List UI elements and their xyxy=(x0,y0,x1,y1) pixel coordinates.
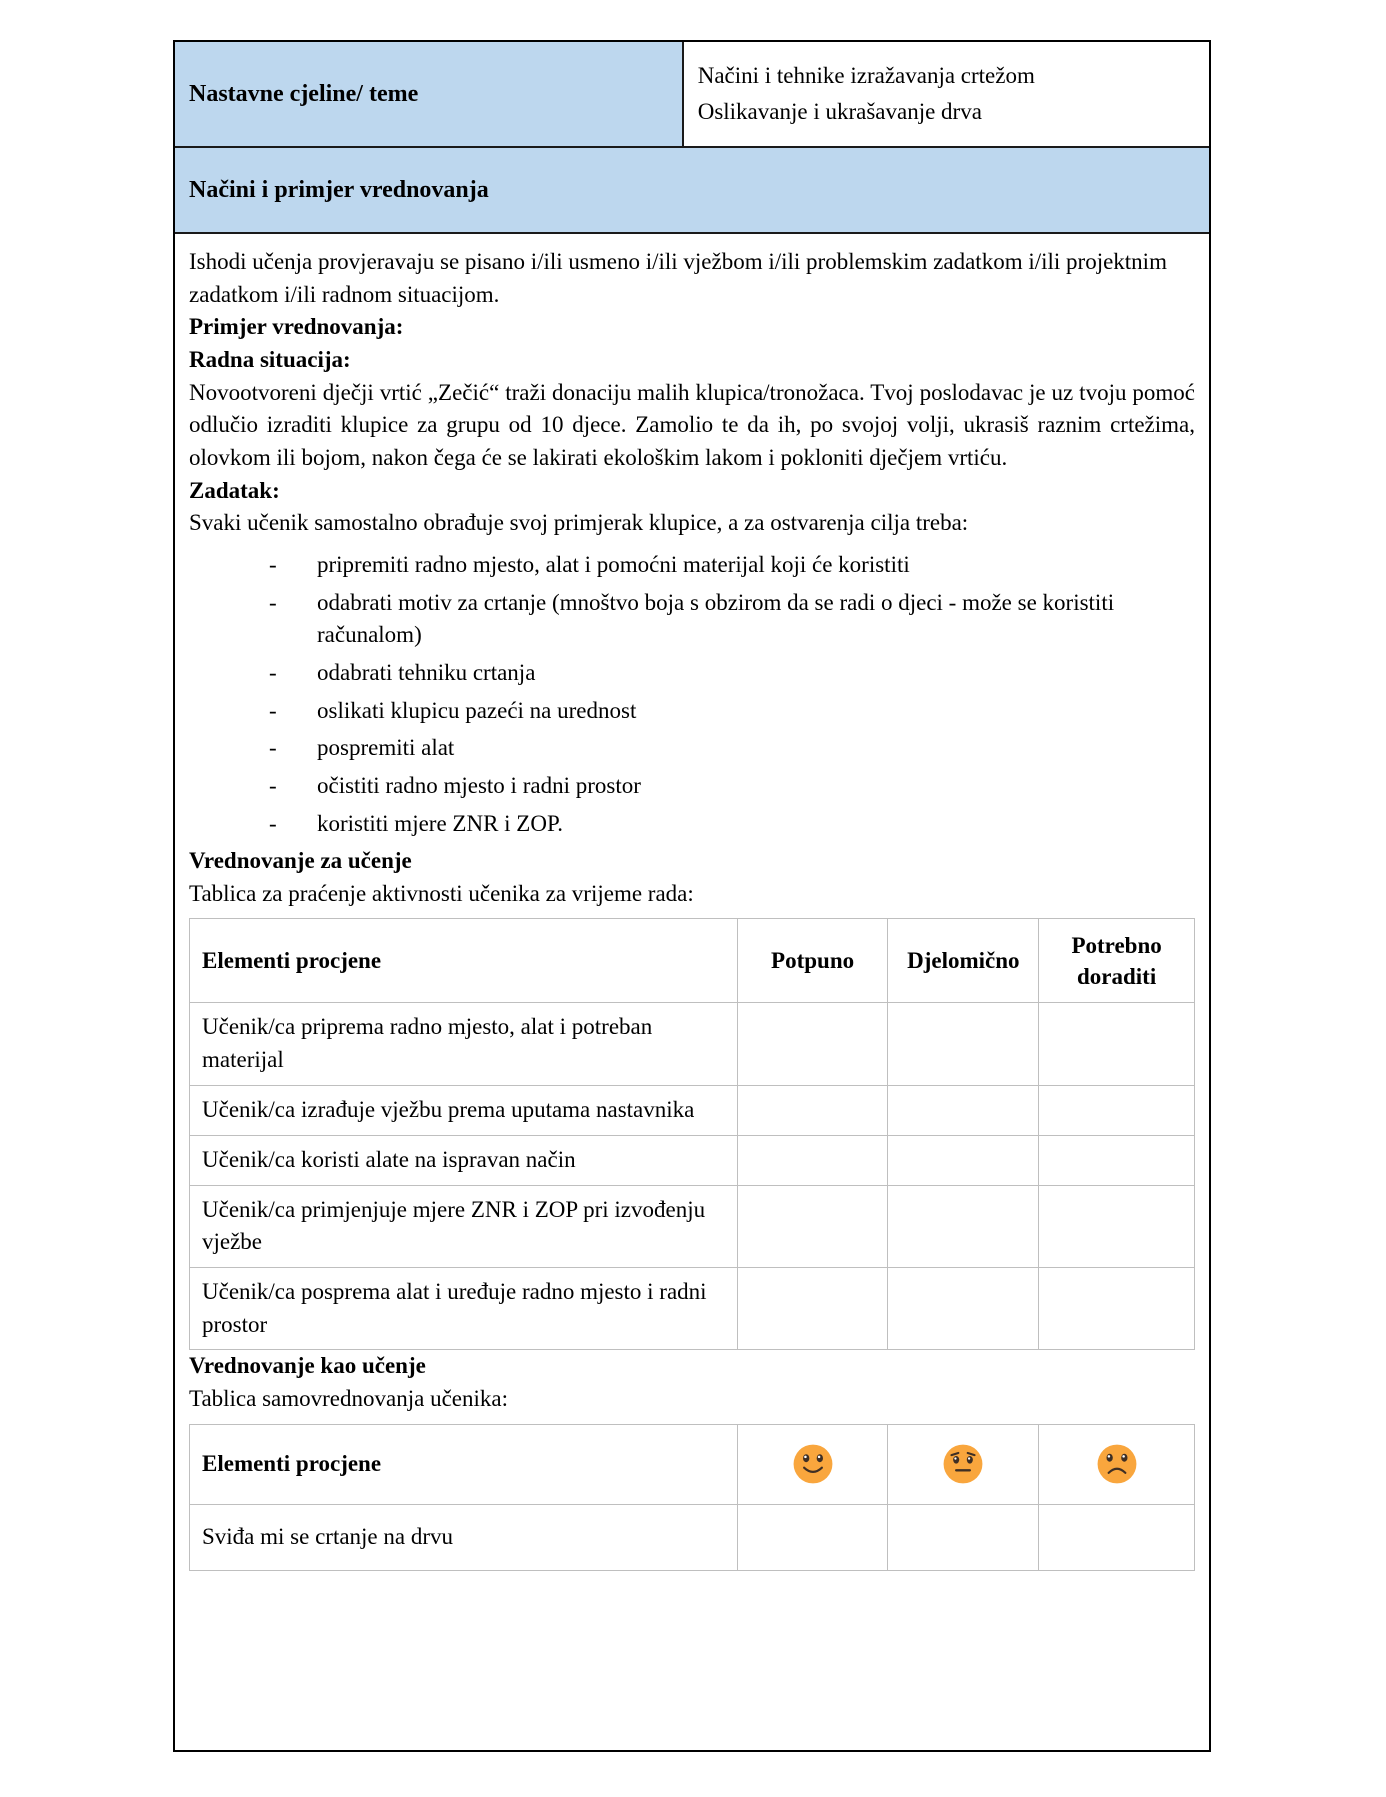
criterion-cell: Učenik/ca izrađuje vježbu prema uputama nastavnika xyxy=(190,1085,738,1135)
column-header: Elementi procjene xyxy=(190,919,738,1003)
empty-cell xyxy=(737,1135,888,1185)
emoji-cell xyxy=(888,1424,1039,1504)
header-topics-cell xyxy=(684,42,1209,146)
emoji-cell xyxy=(1039,1424,1195,1504)
list-item xyxy=(189,587,1195,652)
bullet-marker: - xyxy=(269,772,277,798)
bullet-marker: - xyxy=(269,551,277,577)
list-item xyxy=(189,732,1195,765)
criterion-cell: Učenik/ca posprema alat i uređuje radno mjesto i radni prostor xyxy=(190,1268,738,1350)
column-header: Potpuno xyxy=(737,919,888,1003)
table-header-row xyxy=(190,1424,1195,1504)
empty-cell xyxy=(888,1185,1039,1267)
empty-cell xyxy=(1039,1504,1195,1570)
empty-cell xyxy=(1039,1003,1195,1085)
radna-situacija-heading: Radna situacija: xyxy=(189,346,351,372)
list-item xyxy=(189,657,1195,690)
list-item xyxy=(189,808,1195,841)
bullet-marker: - xyxy=(269,810,277,836)
list-item-text: odabrati motiv za crtanje (mnoštvo boja s obzirom da se radi o djeci - može se koristiti računalom) xyxy=(317,589,1115,648)
section-banner xyxy=(175,148,1209,234)
table-row xyxy=(190,1268,1195,1350)
bullet-marker: - xyxy=(269,589,277,615)
emoji-cell xyxy=(737,1424,888,1504)
empty-cell xyxy=(737,1185,888,1267)
table-row xyxy=(190,1504,1195,1570)
empty-cell xyxy=(737,1504,888,1570)
list-item-text: koristiti mjere ZNR i ZOP. xyxy=(317,810,563,836)
sad-face-icon xyxy=(1096,1443,1138,1485)
list-item xyxy=(189,695,1195,728)
topic-line: Oslikavanje i ukrašavanje drva xyxy=(697,99,982,124)
zadatak-list xyxy=(189,549,1195,840)
empty-cell xyxy=(1039,1085,1195,1135)
happy-face-icon xyxy=(792,1443,834,1485)
table-row xyxy=(190,1135,1195,1185)
vrednovanje-kao-ucenje-subtitle: Tablica samovrednovanja učenika: xyxy=(189,1386,508,1412)
bullet-marker: - xyxy=(269,735,277,761)
table-row xyxy=(190,1185,1195,1267)
intro-paragraph: Ishodi učenja provjeravaju se pisano i/ili usmeno i/ili vježbom i/ili problemskim zadatkom i/ili projektnim zadatkom i/ili radnom situacijom. xyxy=(189,249,1167,307)
empty-cell xyxy=(888,1085,1039,1135)
criterion-cell: Učenik/ca priprema radno mjesto, alat i potreban materijal xyxy=(190,1003,738,1085)
empty-cell xyxy=(737,1268,888,1350)
bullet-marker: - xyxy=(269,697,277,723)
empty-cell xyxy=(1039,1185,1195,1267)
document-body xyxy=(175,234,1209,1585)
zadatak-intro: Svaki učenik samostalno obrađuje svoj primjerak klupice, a za ostvarenja cilja treba: xyxy=(189,510,969,536)
header-label: Nastavne cjeline/ teme xyxy=(189,80,419,107)
neutral-face-icon xyxy=(942,1443,984,1485)
empty-cell xyxy=(888,1504,1039,1570)
empty-cell xyxy=(888,1135,1039,1185)
topic-line: Načini i tehnike izražavanja crtežom xyxy=(697,63,1035,88)
list-item-text: odabrati tehniku crtanja xyxy=(317,659,536,685)
criterion-cell: Učenik/ca primjenjuje mjere ZNR i ZOP pri izvođenju vježbe xyxy=(190,1185,738,1267)
radna-situacija-text: Novootvoreni dječji vrtić „Zečić“ traži donaciju malih klupica/tronožaca. Tvoj poslodavac je uz tvoju pomoć odlučio izraditi klupice za grupu od 10 djece. Zamolio te da ih, po svojoj volji, ukrasiš raznim crtežima, olovkom ili bojom, nakon čega će se lakirati ekološkim lakom i pokloniti dječjem vrtiću. xyxy=(189,379,1195,470)
list-item-text: pospremiti alat xyxy=(317,735,455,761)
list-item-text: pripremiti radno mjesto, alat i pomoćni materijal koji će koristiti xyxy=(317,551,910,577)
vrednovanje-za-ucenje-subtitle: Tablica za praćenje aktivnosti učenika za vrijeme rada: xyxy=(189,880,694,906)
table-row xyxy=(190,1085,1195,1135)
column-header: Djelomično xyxy=(888,919,1039,1003)
empty-cell xyxy=(1039,1135,1195,1185)
empty-cell xyxy=(737,1003,888,1085)
table-row xyxy=(190,1003,1195,1085)
table-header-row xyxy=(190,919,1195,1003)
list-item xyxy=(189,549,1195,582)
header-table xyxy=(175,42,1209,148)
empty-cell xyxy=(737,1085,888,1135)
vrednovanje-za-ucenje-heading: Vrednovanje za učenje xyxy=(189,848,412,874)
self-assessment-table xyxy=(189,1424,1195,1571)
assessment-table xyxy=(189,918,1195,1350)
primjer-heading: Primjer vrednovanja: xyxy=(189,314,404,340)
column-header: Elementi procjene xyxy=(190,1424,738,1504)
list-item-text: oslikati klupicu pazeći na urednost xyxy=(317,697,637,723)
empty-cell xyxy=(1039,1268,1195,1350)
banner-title: Načini i primjer vrednovanja xyxy=(189,176,489,203)
document-frame xyxy=(173,40,1211,1752)
zadatak-heading: Zadatak: xyxy=(189,477,280,503)
column-header: Potrebno doraditi xyxy=(1039,919,1195,1003)
list-item-text: očistiti radno mjesto i radni prostor xyxy=(317,772,641,798)
bullet-marker: - xyxy=(269,659,277,685)
criterion-cell: Sviđa mi se crtanje na drvu xyxy=(190,1504,738,1570)
list-item xyxy=(189,770,1195,803)
vrednovanje-kao-ucenje-heading: Vrednovanje kao učenje xyxy=(189,1353,426,1379)
empty-cell xyxy=(888,1268,1039,1350)
empty-cell xyxy=(888,1003,1039,1085)
criterion-cell: Učenik/ca koristi alate na ispravan način xyxy=(190,1135,738,1185)
header-label-cell xyxy=(175,42,684,146)
